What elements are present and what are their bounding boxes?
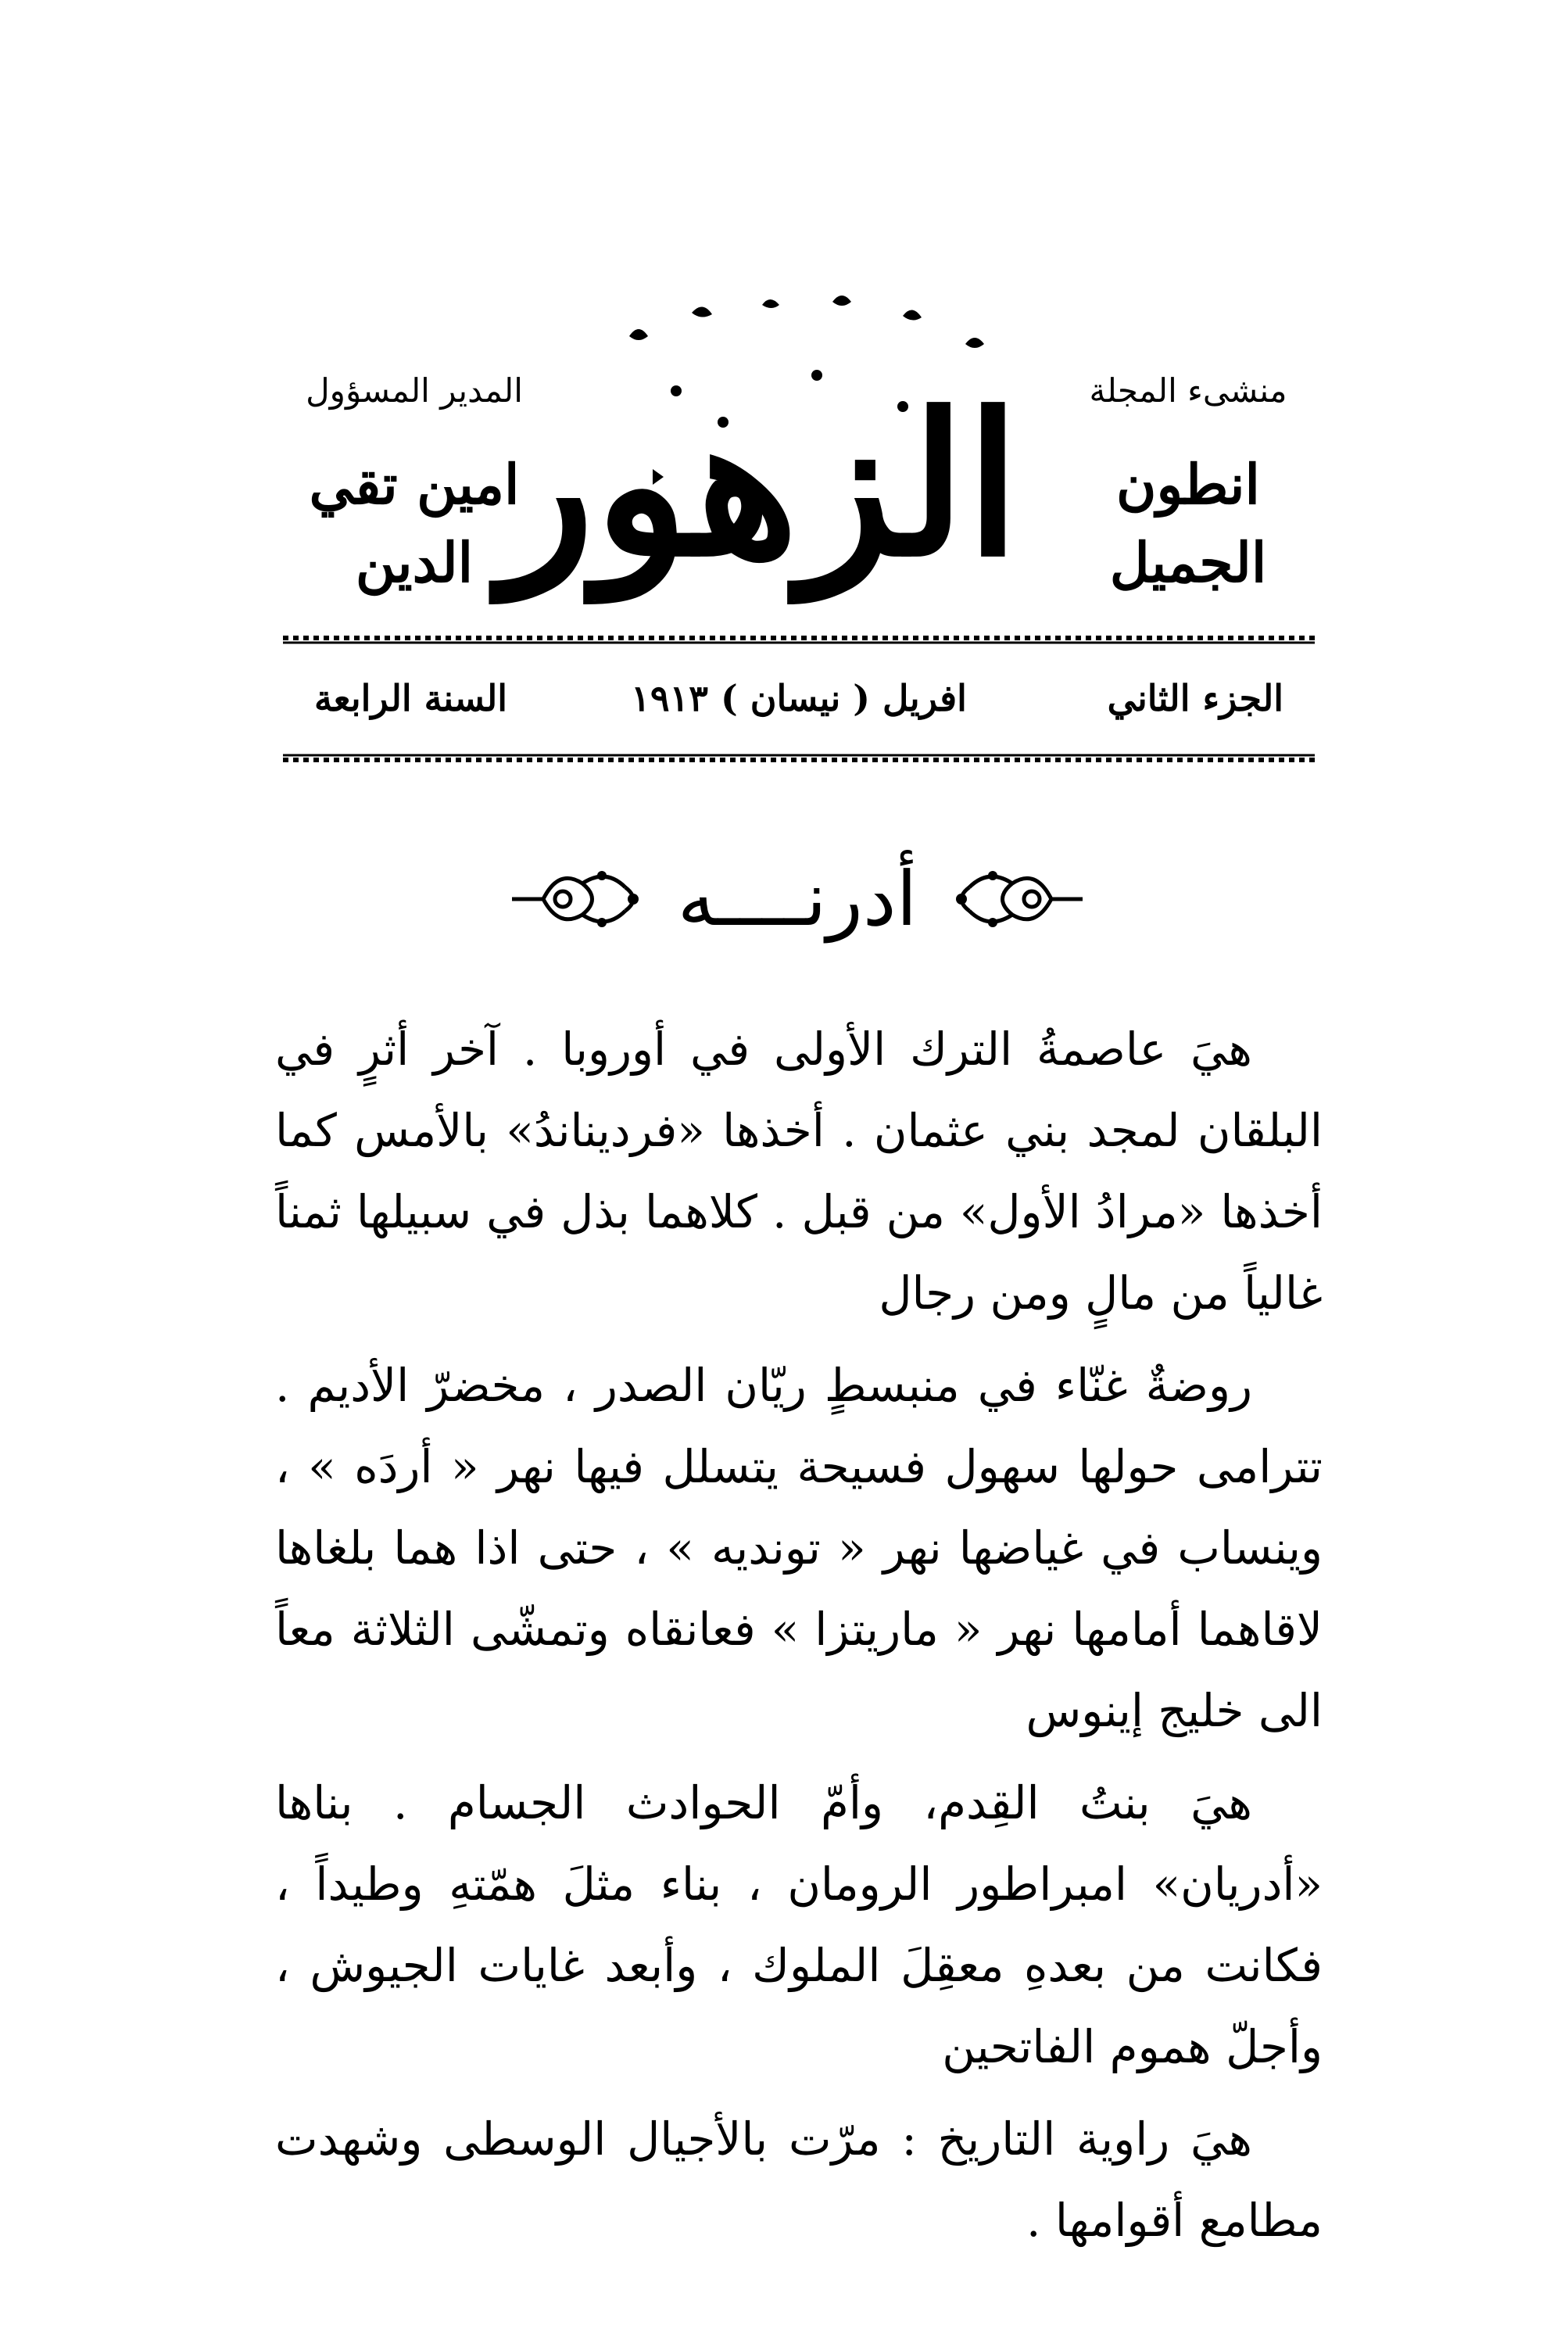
- founder-name: انطون الجميل: [1109, 452, 1267, 595]
- manager-name: امين تقي الدين: [309, 452, 520, 595]
- journal-title-logo: [499, 281, 1020, 618]
- article-heading: [508, 829, 1087, 969]
- ornament-left-icon: [508, 844, 649, 954]
- paragraph-3: هيَ بنتُ القِدم، وأمّ الحوادث الجسام . بناها «أدريان» امبراطور الرومان ، بناء مثلَ همّتهِ وطيداً ، فكانت من بعدهِ معقِلَ الملوك ، وأبعد غايات الجيوش ، وأجلّ هموم الفاتحين: [275, 1776, 1323, 2073]
- journal-title: الزهور: [499, 370, 1020, 600]
- article-title: أدرنــــه: [677, 855, 918, 943]
- issue-date: افريل ( نيسان ) ١٩١٣: [631, 677, 967, 719]
- issue-part: الجزء الثاني: [1107, 677, 1283, 719]
- bottom-dotted-rule: [283, 752, 1315, 763]
- masthead: [281, 281, 1321, 618]
- issue-info-band: [283, 663, 1315, 733]
- manager-block: [281, 367, 547, 602]
- paragraph-1: هيَ عاصمةُ الترك الأولى في أوروبا . آخر أثرٍ في البلقان لمجد بني عثمان . أخذها «فرديناندُ» بالأمس كما أخذها «مرادُ الأول» من قبل . كلاهما بذل في سبيلها ثمناً غالياً من مالٍ ومن رجال: [275, 1023, 1323, 1320]
- founder-block: [1055, 367, 1321, 602]
- article-body: [275, 1009, 1323, 2272]
- paragraph-2: روضةٌ غنّاء في منبسطٍ ريّان الصدر ، مخضرّ الأديم . تترامى حولها سهول فسيحة يتسلل فيها نهر « أردَه » ، وينساب في غياضها نهر « تونديه » ، حتى اذا هما بلغاها لاقاهما أمامها نهر « ماريتزا » فعانقاه وتمشّى الثلاثة معاً الى خليج إينوس: [275, 1359, 1323, 1737]
- ornament-right-icon: [946, 844, 1087, 954]
- paragraph-4: هيَ راوية التاريخ : مرّت بالأجيال الوسطى وشهدت مطامع أقوامها .: [275, 2112, 1323, 2247]
- founder-label: منشىء المجلة: [1089, 371, 1287, 410]
- manager-label: المدير المسؤول: [306, 371, 523, 410]
- issue-year: السنة الرابعة: [314, 677, 508, 719]
- top-dotted-rule: [283, 635, 1315, 646]
